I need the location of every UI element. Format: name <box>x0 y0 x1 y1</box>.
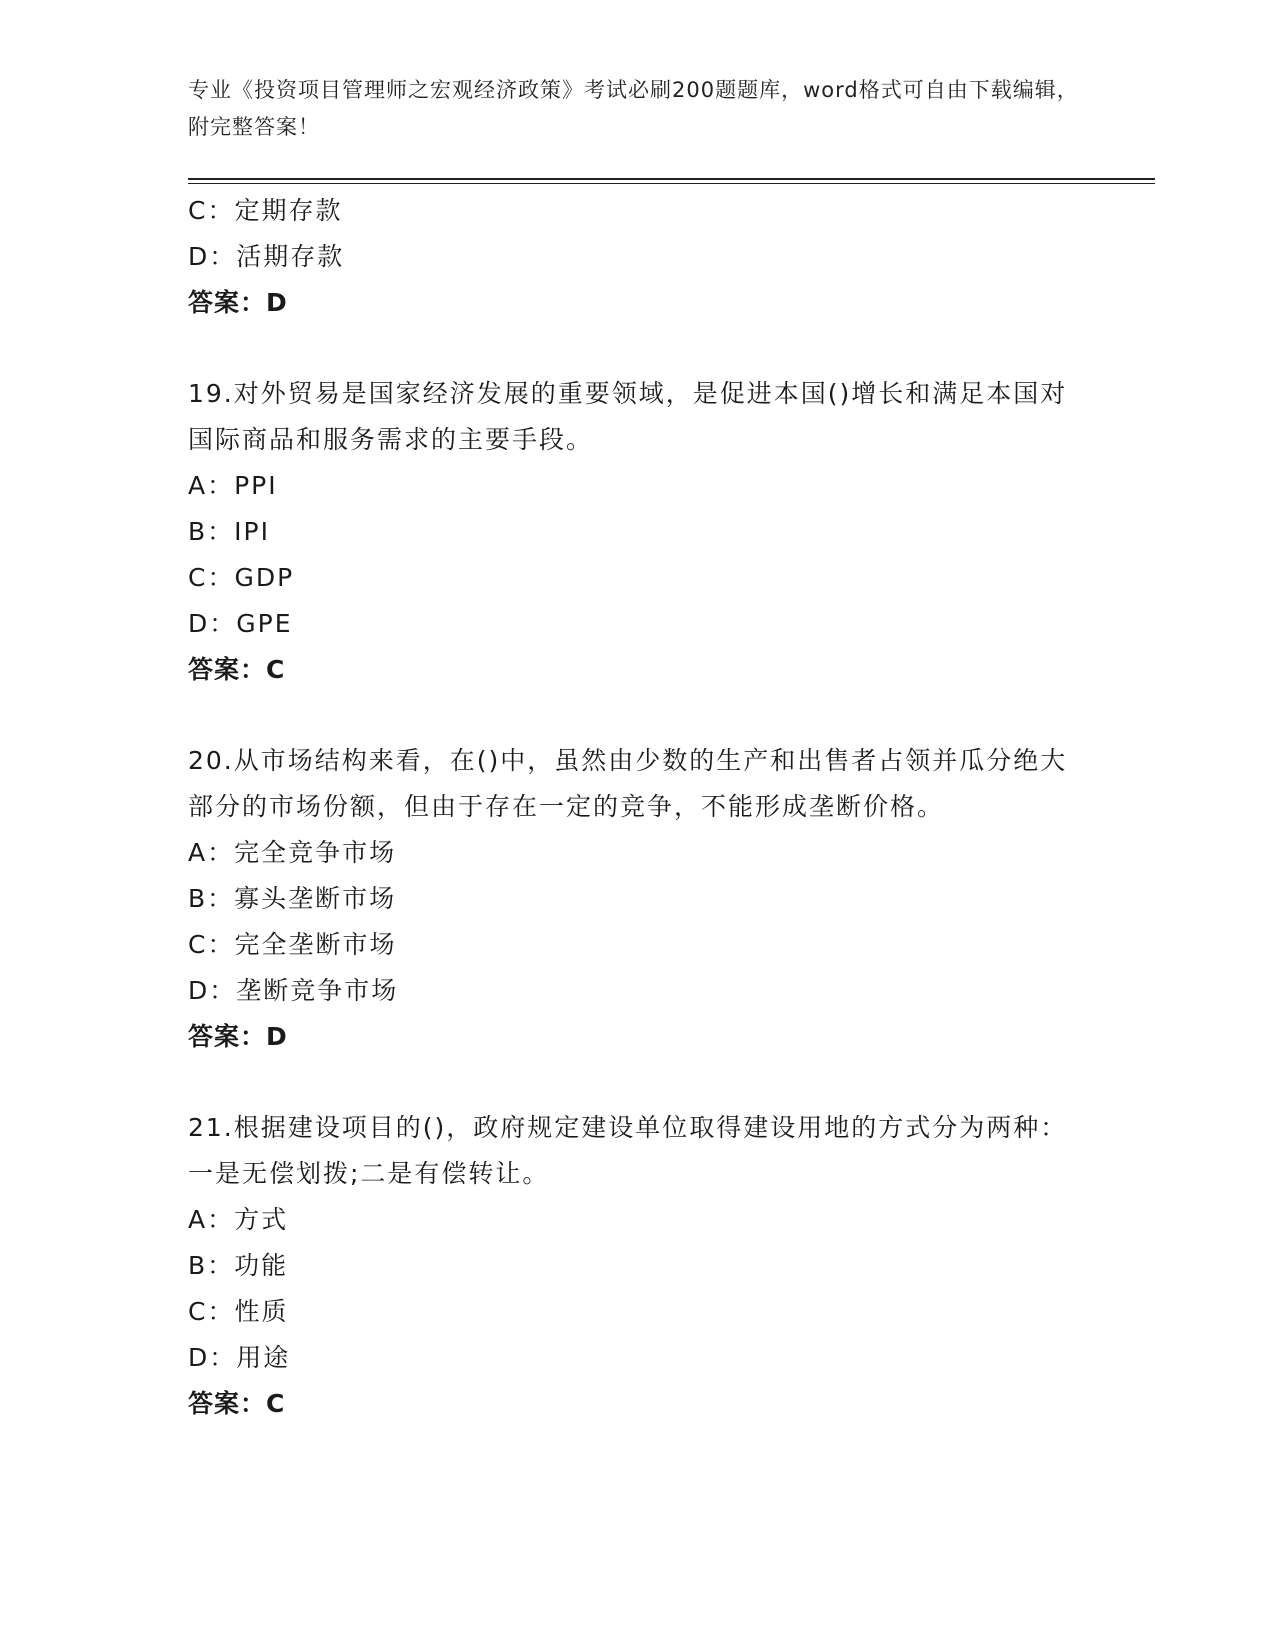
answer-line: 答案：D <box>188 1022 288 1051</box>
question-stem: 21.根据建设项目的()，政府规定建设单位取得建设用地的方式分为两种：一是无偿划拨;二是有偿转让。 <box>188 1113 1068 1188</box>
question-block-19 <box>188 371 1088 693</box>
question-stem: 19.对外贸易是国家经济发展的重要领域，是促进本国()增长和满足本国对国际商品和服务需求的主要手段。 <box>188 379 1068 454</box>
option-d: D：GPE <box>188 609 293 638</box>
answer-line: 答案：D <box>188 288 288 317</box>
option-a: A：PPI <box>188 471 278 500</box>
option-c: C：定期存款 <box>188 196 343 225</box>
answer-line: 答案：C <box>188 655 286 684</box>
option-b: B：IPI <box>188 517 270 546</box>
page-header: 专业《投资项目管理师之宏观经济政策》考试必刷200题题库，word格式可自由下载编辑，附完整答案！ <box>188 78 1079 139</box>
option-c: C：完全垄断市场 <box>188 930 397 959</box>
option-c: C：GDP <box>188 563 295 592</box>
question-block-21 <box>188 1105 1088 1427</box>
question-list <box>188 188 1088 1427</box>
question-block-20 <box>188 738 1088 1060</box>
option-a: A：完全竞争市场 <box>188 838 397 867</box>
question-block-continued <box>188 188 1088 326</box>
option-b: B：功能 <box>188 1251 289 1280</box>
question-stem: 20.从市场结构来看，在()中，虽然由少数的生产和出售者占领并瓜分绝大部分的市场份额，但由于存在一定的竞争，不能形成垄断价格。 <box>188 746 1068 821</box>
option-d: D：用途 <box>188 1343 291 1372</box>
header-rule <box>188 178 1155 180</box>
option-d: D：活期存款 <box>188 242 345 271</box>
header-rule-thin <box>188 183 1155 184</box>
option-c: C：性质 <box>188 1297 289 1326</box>
option-a: A：方式 <box>188 1205 289 1234</box>
answer-line: 答案：C <box>188 1389 286 1418</box>
option-b: B：寡头垄断市场 <box>188 884 397 913</box>
option-d: D：垄断竞争市场 <box>188 976 399 1005</box>
